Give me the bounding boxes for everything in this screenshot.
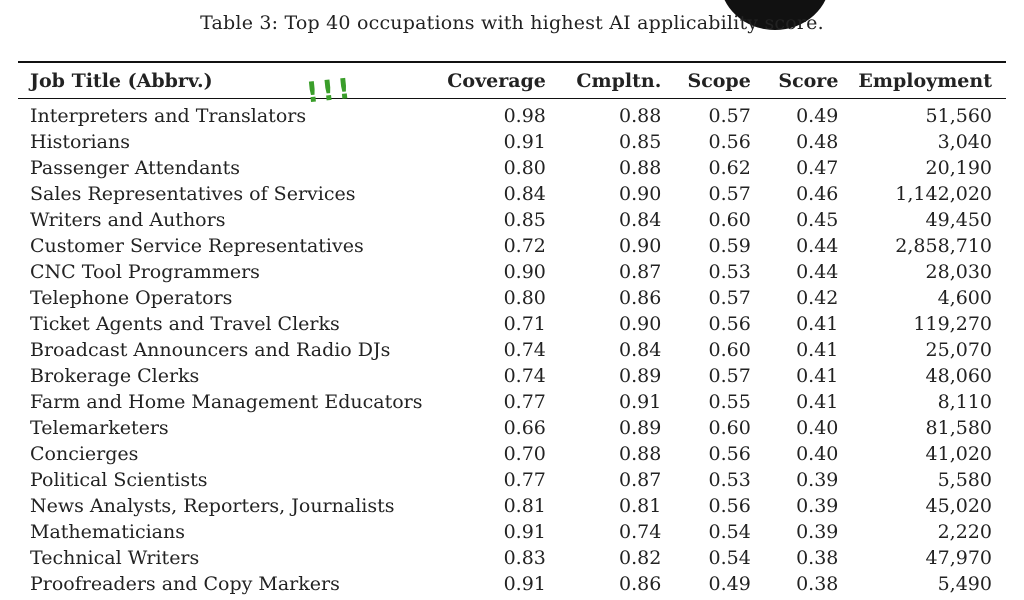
cell-job-title: Brokerage Clerks [30, 365, 200, 387]
cell-job-title: Telephone Operators [30, 287, 233, 309]
cell-employment: 4,600 [937, 287, 992, 309]
cell-completion: 0.88 [619, 105, 662, 127]
col-header-employment: Employment [858, 70, 992, 92]
cell-scope: 0.49 [708, 573, 751, 595]
cell-coverage: 0.72 [503, 235, 546, 257]
table-row [18, 389, 1006, 415]
cell-job-title: Mathematicians [30, 521, 185, 543]
cell-employment: 28,030 [925, 261, 992, 283]
cell-completion: 0.86 [619, 287, 662, 309]
cell-employment: 2,858,710 [895, 235, 992, 257]
table-row [18, 233, 1006, 259]
cell-score: 0.48 [796, 131, 839, 153]
cell-job-title: Sales Representatives of Services [30, 183, 356, 205]
cell-completion: 0.82 [619, 547, 662, 569]
cell-employment: 45,020 [925, 495, 992, 517]
cell-coverage: 0.83 [503, 547, 546, 569]
cell-coverage: 0.98 [503, 105, 546, 127]
col-header-coverage: Coverage [447, 70, 546, 92]
cell-job-title: Proofreaders and Copy Markers [30, 573, 340, 595]
cell-coverage: 0.90 [503, 261, 546, 283]
table-row [18, 571, 1006, 597]
cell-scope: 0.54 [708, 521, 751, 543]
cell-score: 0.42 [796, 287, 839, 309]
cell-score: 0.39 [796, 469, 839, 491]
cell-job-title: Ticket Agents and Travel Clerks [30, 313, 340, 335]
cell-coverage: 0.71 [503, 313, 546, 335]
cell-employment: 49,450 [925, 209, 992, 231]
cell-coverage: 0.84 [503, 183, 546, 205]
cell-scope: 0.56 [708, 443, 751, 465]
cell-coverage: 0.91 [503, 131, 546, 153]
cell-job-title: Historians [30, 131, 130, 153]
cell-job-title: Customer Service Representatives [30, 235, 364, 257]
cell-completion: 0.87 [619, 469, 662, 491]
cell-job-title: CNC Tool Programmers [30, 261, 260, 283]
cell-employment: 119,270 [913, 313, 992, 335]
cell-scope: 0.54 [708, 547, 751, 569]
cell-completion: 0.86 [619, 573, 662, 595]
cell-coverage: 0.66 [503, 417, 546, 439]
cell-employment: 25,070 [925, 339, 992, 361]
cell-completion: 0.81 [619, 495, 662, 517]
cell-score: 0.40 [796, 417, 839, 439]
cell-employment: 51,560 [925, 105, 992, 127]
cell-scope: 0.56 [708, 131, 751, 153]
table-row [18, 363, 1006, 389]
cell-scope: 0.57 [708, 183, 751, 205]
cell-scope: 0.53 [708, 261, 751, 283]
cell-coverage: 0.77 [503, 469, 546, 491]
cell-score: 0.46 [796, 183, 839, 205]
cell-coverage: 0.80 [503, 287, 546, 309]
cell-job-title: Broadcast Announcers and Radio DJs [30, 339, 391, 361]
table-row [18, 207, 1006, 233]
table-row [18, 181, 1006, 207]
cell-coverage: 0.91 [503, 521, 546, 543]
cell-coverage: 0.77 [503, 391, 546, 413]
cell-employment: 5,580 [937, 469, 992, 491]
cell-employment: 41,020 [925, 443, 992, 465]
cell-score: 0.41 [796, 391, 839, 413]
cell-score: 0.44 [796, 261, 839, 283]
cell-employment: 47,970 [925, 547, 992, 569]
cell-completion: 0.84 [619, 209, 662, 231]
cell-employment: 2,220 [937, 521, 992, 543]
cell-employment: 81,580 [925, 417, 992, 439]
cell-coverage: 0.80 [503, 157, 546, 179]
table-row [18, 98, 1006, 129]
cell-coverage: 0.85 [503, 209, 546, 231]
cell-coverage: 0.70 [503, 443, 546, 465]
handwritten-exclamation-annotation: !!! [304, 71, 355, 110]
table-top-rule [18, 61, 1006, 63]
table-row [18, 519, 1006, 545]
col-header-scope: Scope [687, 70, 751, 92]
cell-job-title: Interpreters and Translators [30, 105, 307, 127]
cell-completion: 0.90 [619, 183, 662, 205]
cell-job-title: Political Scientists [30, 469, 208, 491]
cell-completion: 0.85 [619, 131, 662, 153]
cell-completion: 0.90 [619, 313, 662, 335]
col-header-completion: Cmpltn. [576, 70, 662, 92]
table-row [18, 441, 1006, 467]
cell-scope: 0.55 [708, 391, 751, 413]
cell-score: 0.38 [796, 547, 839, 569]
cell-completion: 0.89 [619, 417, 662, 439]
cell-completion: 0.89 [619, 365, 662, 387]
cell-score: 0.40 [796, 443, 839, 465]
cell-coverage: 0.74 [503, 339, 546, 361]
cell-employment: 20,190 [925, 157, 992, 179]
table-row [18, 415, 1006, 441]
cell-score: 0.44 [796, 235, 839, 257]
cell-job-title: Passenger Attendants [30, 157, 241, 179]
cell-job-title: Farm and Home Management Educators [30, 391, 423, 413]
table-body [18, 98, 1006, 597]
cell-score: 0.39 [796, 495, 839, 517]
cell-scope: 0.62 [708, 157, 751, 179]
cell-job-title: Concierges [30, 443, 139, 465]
occupations-table [18, 64, 1006, 597]
cell-employment: 1,142,020 [895, 183, 992, 205]
cell-job-title: Writers and Authors [30, 209, 226, 231]
cell-scope: 0.60 [708, 417, 751, 439]
cell-score: 0.38 [796, 573, 839, 595]
cell-scope: 0.56 [708, 495, 751, 517]
cell-scope: 0.60 [708, 209, 751, 231]
cell-completion: 0.90 [619, 235, 662, 257]
cell-score: 0.47 [796, 157, 839, 179]
table-caption: Table 3: Top 40 occupations with highest AI applicability score. [200, 12, 824, 34]
table-row [18, 129, 1006, 155]
table-row [18, 337, 1006, 363]
col-header-score: Score [778, 70, 839, 92]
cell-scope: 0.59 [708, 235, 751, 257]
cell-scope: 0.56 [708, 313, 751, 335]
cell-job-title: Technical Writers [30, 547, 200, 569]
cell-score: 0.39 [796, 521, 839, 543]
col-header-job-title: Job Title (Abbrv.) [30, 70, 213, 92]
table-row [18, 467, 1006, 493]
cell-score: 0.49 [796, 105, 839, 127]
cell-completion: 0.74 [619, 521, 662, 543]
cell-job-title: Telemarketers [30, 417, 169, 439]
cell-employment: 8,110 [937, 391, 992, 413]
table-row [18, 155, 1006, 181]
cell-score: 0.41 [796, 339, 839, 361]
cell-completion: 0.87 [619, 261, 662, 283]
table-header-row [18, 64, 1006, 98]
table-row [18, 259, 1006, 285]
cell-scope: 0.60 [708, 339, 751, 361]
cell-scope: 0.57 [708, 365, 751, 387]
cell-score: 0.41 [796, 365, 839, 387]
cell-scope: 0.53 [708, 469, 751, 491]
cell-scope: 0.57 [708, 105, 751, 127]
cell-scope: 0.57 [708, 287, 751, 309]
cell-completion: 0.88 [619, 157, 662, 179]
cell-coverage: 0.81 [503, 495, 546, 517]
cell-completion: 0.88 [619, 443, 662, 465]
cell-completion: 0.91 [619, 391, 662, 413]
cell-score: 0.45 [796, 209, 839, 231]
cell-employment: 5,490 [937, 573, 992, 595]
cell-completion: 0.84 [619, 339, 662, 361]
cell-coverage: 0.74 [503, 365, 546, 387]
cell-employment: 3,040 [937, 131, 992, 153]
cell-job-title: News Analysts, Reporters, Journalists [30, 495, 395, 517]
cell-coverage: 0.91 [503, 573, 546, 595]
table-row [18, 545, 1006, 571]
table-row [18, 493, 1006, 519]
cell-score: 0.41 [796, 313, 839, 335]
table-row [18, 311, 1006, 337]
cell-employment: 48,060 [925, 365, 992, 387]
table-row [18, 285, 1006, 311]
